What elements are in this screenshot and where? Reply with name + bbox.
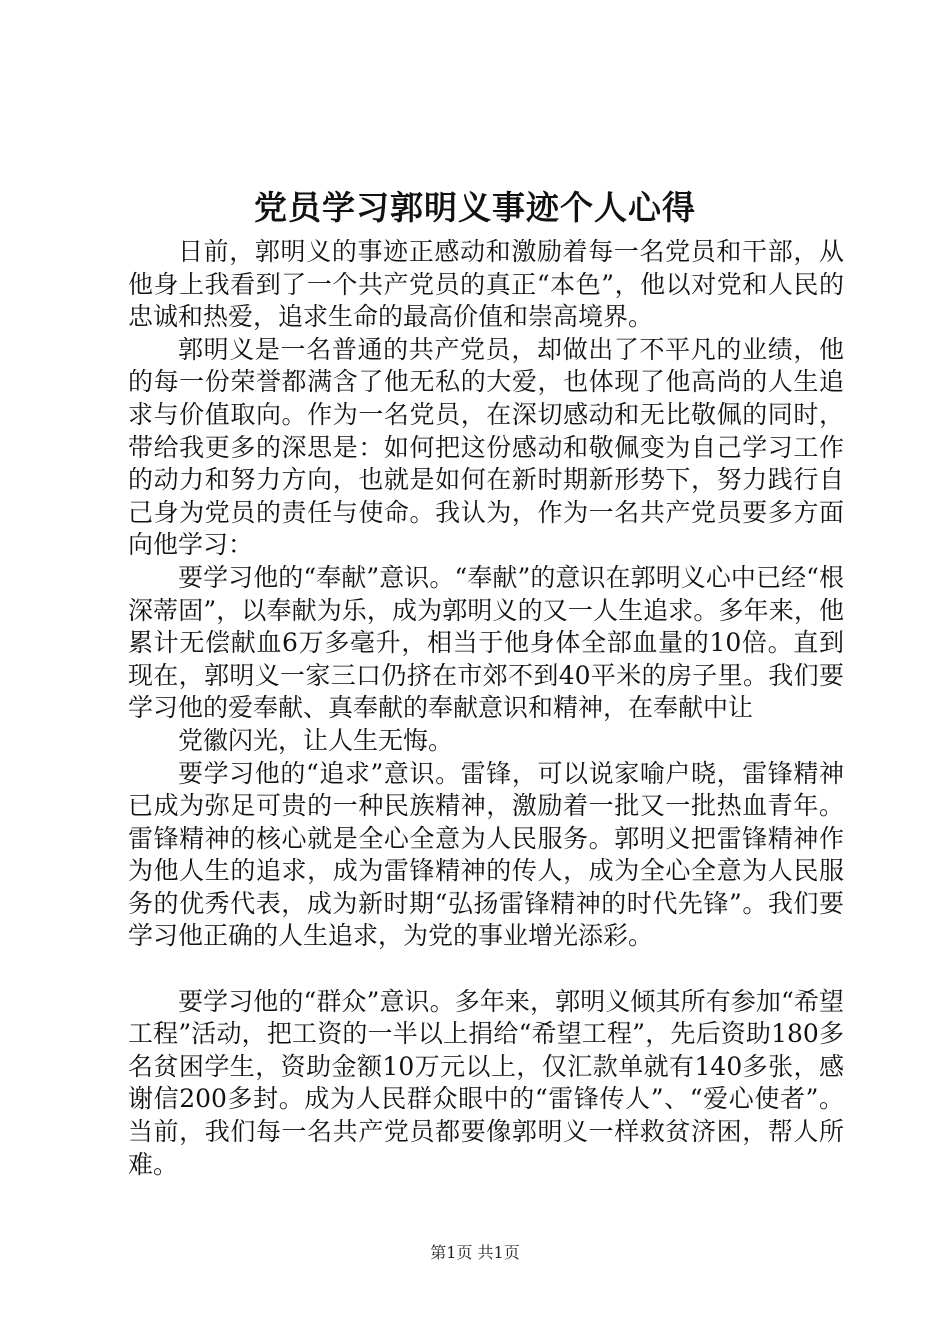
page-footer: 第1页 共1页 [430, 1243, 520, 1262]
paragraph-spacer [128, 953, 844, 986]
paragraph-pursuit: 要学习他的“追求”意识。雷锋，可以说家喻户晓，雷锋精神已成为弥足可贵的一种民族精神，激励着一批又一批热血青年。雷锋精神的核心就是全心全意为人民服务。郭明义把雷锋精神作为他人生的追求，成为雷锋精神的传人，成为全心全意为人民服务的优秀代表，成为新时期“弘扬雷锋精神的时代先锋”。我们要学习他正确的人生追求，为党的事业增光添彩。 [128, 758, 844, 951]
paragraph-dedication-continued: 党徽闪光，让人生无悔。 [178, 725, 454, 755]
paragraph-masses: 要学习他的“群众”意识。多年来，郭明义倾其所有参加“希望工程”活动，把工资的一半以上捐给“希望工程”，先后资助180多名贫困学生，资助金额10万元以上，仅汇款单就有140多张，感谢信200多封。成为人民群众眼中的“雷锋传人”、“爱心使者”。当前，我们每一名共产党员都要像郭明义一样救贫济困，帮人所难。 [128, 986, 844, 1179]
paragraph-intro: 日前，郭明义的事迹正感动和激励着每一名党员和干部，从他身上我看到了一个共产党员的真正“本色”，他以对党和人民的忠诚和热爱，追求生命的最高价值和崇高境界。 [128, 237, 844, 332]
paragraph-dedication: 要学习他的“奉献”意识。“奉献”的意识在郭明义心中已经“根深蒂固”，以奉献为乐，成为郭明义的又一人生追求。多年来，他累计无偿献血6万多毫升，相当于他身体全部血量的10倍。直到现在，郭明义一家三口仍挤在市郊不到40平米的房子里。我们要学习他的爱奉献、真奉献的奉献意识和精神，在奉献中让 [128, 562, 844, 723]
document-title: 党员学习郭明义事迹个人心得 [254, 188, 696, 227]
document-body [128, 236, 844, 1181]
paragraph-background: 郭明义是一名普通的共产党员，却做出了不平凡的业绩，他的每一份荣誉都满含了他无私的大爱，也体现了他高尚的人生追求与价值取向。作为一名党员，在深切感动和无比敬佩的同时，带给我更多的深思是：如何把这份感动和敬佩变为自己学习工作的动力和努力方向，也就是如何在新时期新形势下，努力践行自己身为党员的责任与使命。我认为，作为一名共产党员要多方面向他学习： [128, 334, 844, 560]
